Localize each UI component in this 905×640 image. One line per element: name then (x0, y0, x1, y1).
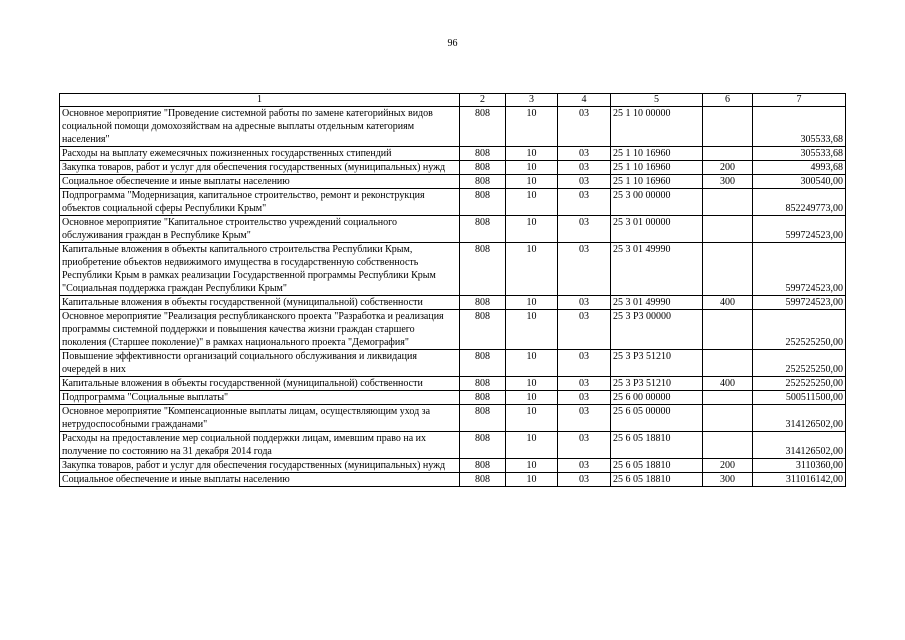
expense-type-code-cell: 300 (703, 175, 753, 189)
amount-cell: 852249773,00 (753, 189, 846, 216)
amount-cell: 500511500,00 (753, 391, 846, 405)
amount-cell: 305533,68 (753, 147, 846, 161)
section-code-cell: 10 (506, 147, 558, 161)
table-row (60, 147, 846, 161)
expense-type-code-cell: 200 (703, 161, 753, 175)
subsection-code-cell: 03 (558, 377, 611, 391)
department-code-cell: 808 (460, 189, 506, 216)
subsection-code-cell: 03 (558, 175, 611, 189)
table-row (60, 391, 846, 405)
page-number: 96 (447, 38, 458, 49)
section-code-cell: 10 (506, 310, 558, 350)
target-item-code-cell: 25 3 P3 00000 (611, 310, 703, 350)
amount-cell: 252525250,00 (753, 310, 846, 350)
expense-type-code-cell (703, 432, 753, 459)
section-code-cell: 10 (506, 189, 558, 216)
column-header: 7 (753, 94, 846, 107)
subsection-code-cell: 03 (558, 459, 611, 473)
department-code-cell: 808 (460, 243, 506, 296)
subsection-code-cell: 03 (558, 432, 611, 459)
target-item-code-cell: 25 3 P3 51210 (611, 350, 703, 377)
column-header: 1 (60, 94, 460, 107)
row-name-cell: Основное мероприятие "Проведение системной работы по замене категорийных видов социальной помощи домохозяйствам на адресные выплаты отдельным категориям населения" (60, 107, 460, 147)
table-row (60, 296, 846, 310)
table-row (60, 377, 846, 391)
expense-type-code-cell (703, 189, 753, 216)
department-code-cell: 808 (460, 175, 506, 189)
department-code-cell: 808 (460, 405, 506, 432)
subsection-code-cell: 03 (558, 296, 611, 310)
section-code-cell: 10 (506, 296, 558, 310)
subsection-code-cell: 03 (558, 310, 611, 350)
table-row (60, 350, 846, 377)
section-code-cell: 10 (506, 175, 558, 189)
target-item-code-cell: 25 3 01 49990 (611, 243, 703, 296)
table-row (60, 175, 846, 189)
subsection-code-cell: 03 (558, 473, 611, 487)
budget-table (59, 93, 846, 487)
column-header: 2 (460, 94, 506, 107)
table-row (60, 473, 846, 487)
amount-cell: 599724523,00 (753, 243, 846, 296)
row-name-cell: Социальное обеспечение и иные выплаты населению (60, 175, 460, 189)
expense-type-code-cell (703, 391, 753, 405)
section-code-cell: 10 (506, 216, 558, 243)
expense-type-code-cell: 400 (703, 296, 753, 310)
target-item-code-cell: 25 3 01 00000 (611, 216, 703, 243)
amount-cell: 4993,68 (753, 161, 846, 175)
amount-cell: 3110360,00 (753, 459, 846, 473)
department-code-cell: 808 (460, 216, 506, 243)
department-code-cell: 808 (460, 296, 506, 310)
target-item-code-cell: 25 1 10 16960 (611, 175, 703, 189)
amount-cell: 314126502,00 (753, 405, 846, 432)
row-name-cell: Основное мероприятие "Компенсационные выплаты лицам, осуществляющим уход за нетрудоспособными гражданами" (60, 405, 460, 432)
section-code-cell: 10 (506, 405, 558, 432)
row-name-cell: Расходы на предоставление мер социальной поддержки лицам, имевшим право на их получение по состоянию на 31 декабря 2014 года (60, 432, 460, 459)
target-item-code-cell: 25 1 10 16960 (611, 147, 703, 161)
expense-type-code-cell (703, 350, 753, 377)
subsection-code-cell: 03 (558, 391, 611, 405)
column-header: 5 (611, 94, 703, 107)
target-item-code-cell: 25 3 P3 51210 (611, 377, 703, 391)
expense-type-code-cell: 200 (703, 459, 753, 473)
section-code-cell: 10 (506, 161, 558, 175)
expense-type-code-cell: 300 (703, 473, 753, 487)
table-header-row (60, 94, 846, 107)
target-item-code-cell: 25 6 05 00000 (611, 405, 703, 432)
target-item-code-cell: 25 6 05 18810 (611, 432, 703, 459)
table-row (60, 243, 846, 296)
subsection-code-cell: 03 (558, 189, 611, 216)
expense-type-code-cell (703, 107, 753, 147)
amount-cell: 252525250,00 (753, 350, 846, 377)
section-code-cell: 10 (506, 432, 558, 459)
section-code-cell: 10 (506, 377, 558, 391)
row-name-cell: Расходы на выплату ежемесячных пожизненных государственных стипендий (60, 147, 460, 161)
row-name-cell: Подпрограмма "Модернизация, капитальное строительство, ремонт и реконструкция объектов социальной сферы Республики Крым" (60, 189, 460, 216)
section-code-cell: 10 (506, 473, 558, 487)
section-code-cell: 10 (506, 391, 558, 405)
row-name-cell: Повышение эффективности организаций социального обслуживания и ликвидация очередей в них (60, 350, 460, 377)
row-name-cell: Социальное обеспечение и иные выплаты населению (60, 473, 460, 487)
target-item-code-cell: 25 1 10 00000 (611, 107, 703, 147)
amount-cell: 305533,68 (753, 107, 846, 147)
section-code-cell: 10 (506, 107, 558, 147)
department-code-cell: 808 (460, 107, 506, 147)
subsection-code-cell: 03 (558, 107, 611, 147)
amount-cell: 314126502,00 (753, 432, 846, 459)
amount-cell: 252525250,00 (753, 377, 846, 391)
table-row (60, 216, 846, 243)
column-header: 6 (703, 94, 753, 107)
target-item-code-cell: 25 3 01 49990 (611, 296, 703, 310)
section-code-cell: 10 (506, 350, 558, 377)
department-code-cell: 808 (460, 310, 506, 350)
section-code-cell: 10 (506, 459, 558, 473)
row-name-cell: Капитальные вложения в объекты капитального строительства Республики Крым, приобретение объектов недвижимого имущества в государственную собственность Республики Крым в рамках реализации Государственной программы Республики Крым "Социальная поддержка граждан Республики Крым" (60, 243, 460, 296)
amount-cell: 311016142,00 (753, 473, 846, 487)
amount-cell: 300540,00 (753, 175, 846, 189)
table-row (60, 161, 846, 175)
subsection-code-cell: 03 (558, 243, 611, 296)
target-item-code-cell: 25 6 00 00000 (611, 391, 703, 405)
row-name-cell: Закупка товаров, работ и услуг для обеспечения государственных (муниципальных) нужд (60, 459, 460, 473)
section-code-cell: 10 (506, 243, 558, 296)
expense-type-code-cell (703, 310, 753, 350)
subsection-code-cell: 03 (558, 161, 611, 175)
department-code-cell: 808 (460, 161, 506, 175)
table-row (60, 107, 846, 147)
subsection-code-cell: 03 (558, 147, 611, 161)
amount-cell: 599724523,00 (753, 296, 846, 310)
subsection-code-cell: 03 (558, 216, 611, 243)
row-name-cell: Капитальные вложения в объекты государственной (муниципальной) собственности (60, 377, 460, 391)
subsection-code-cell: 03 (558, 405, 611, 432)
target-item-code-cell: 25 6 05 18810 (611, 473, 703, 487)
expense-type-code-cell (703, 147, 753, 161)
subsection-code-cell: 03 (558, 350, 611, 377)
amount-cell: 599724523,00 (753, 216, 846, 243)
expense-type-code-cell (703, 405, 753, 432)
row-name-cell: Подпрограмма "Социальные выплаты" (60, 391, 460, 405)
budget-table-body (60, 94, 846, 487)
target-item-code-cell: 25 6 05 18810 (611, 459, 703, 473)
department-code-cell: 808 (460, 377, 506, 391)
table-row (60, 432, 846, 459)
department-code-cell: 808 (460, 391, 506, 405)
column-header: 4 (558, 94, 611, 107)
table-row (60, 459, 846, 473)
row-name-cell: Основное мероприятие "Капитальное строительство учреждений социального обслуживания граждан в Республике Крым" (60, 216, 460, 243)
department-code-cell: 808 (460, 432, 506, 459)
row-name-cell: Основное мероприятие "Реализация республиканского проекта "Разработка и реализация программы системной поддержки и повышения качества жизни граждан старшего поколения (Старшее поколение)" в рамках национального проекта "Демография" (60, 310, 460, 350)
column-header: 3 (506, 94, 558, 107)
table-row (60, 189, 846, 216)
department-code-cell: 808 (460, 459, 506, 473)
table-row (60, 310, 846, 350)
department-code-cell: 808 (460, 350, 506, 377)
expense-type-code-cell (703, 216, 753, 243)
expense-type-code-cell: 400 (703, 377, 753, 391)
row-name-cell: Капитальные вложения в объекты государственной (муниципальной) собственности (60, 296, 460, 310)
target-item-code-cell: 25 1 10 16960 (611, 161, 703, 175)
department-code-cell: 808 (460, 473, 506, 487)
table-row (60, 405, 846, 432)
target-item-code-cell: 25 3 00 00000 (611, 189, 703, 216)
expense-type-code-cell (703, 243, 753, 296)
row-name-cell: Закупка товаров, работ и услуг для обеспечения государственных (муниципальных) нужд (60, 161, 460, 175)
department-code-cell: 808 (460, 147, 506, 161)
